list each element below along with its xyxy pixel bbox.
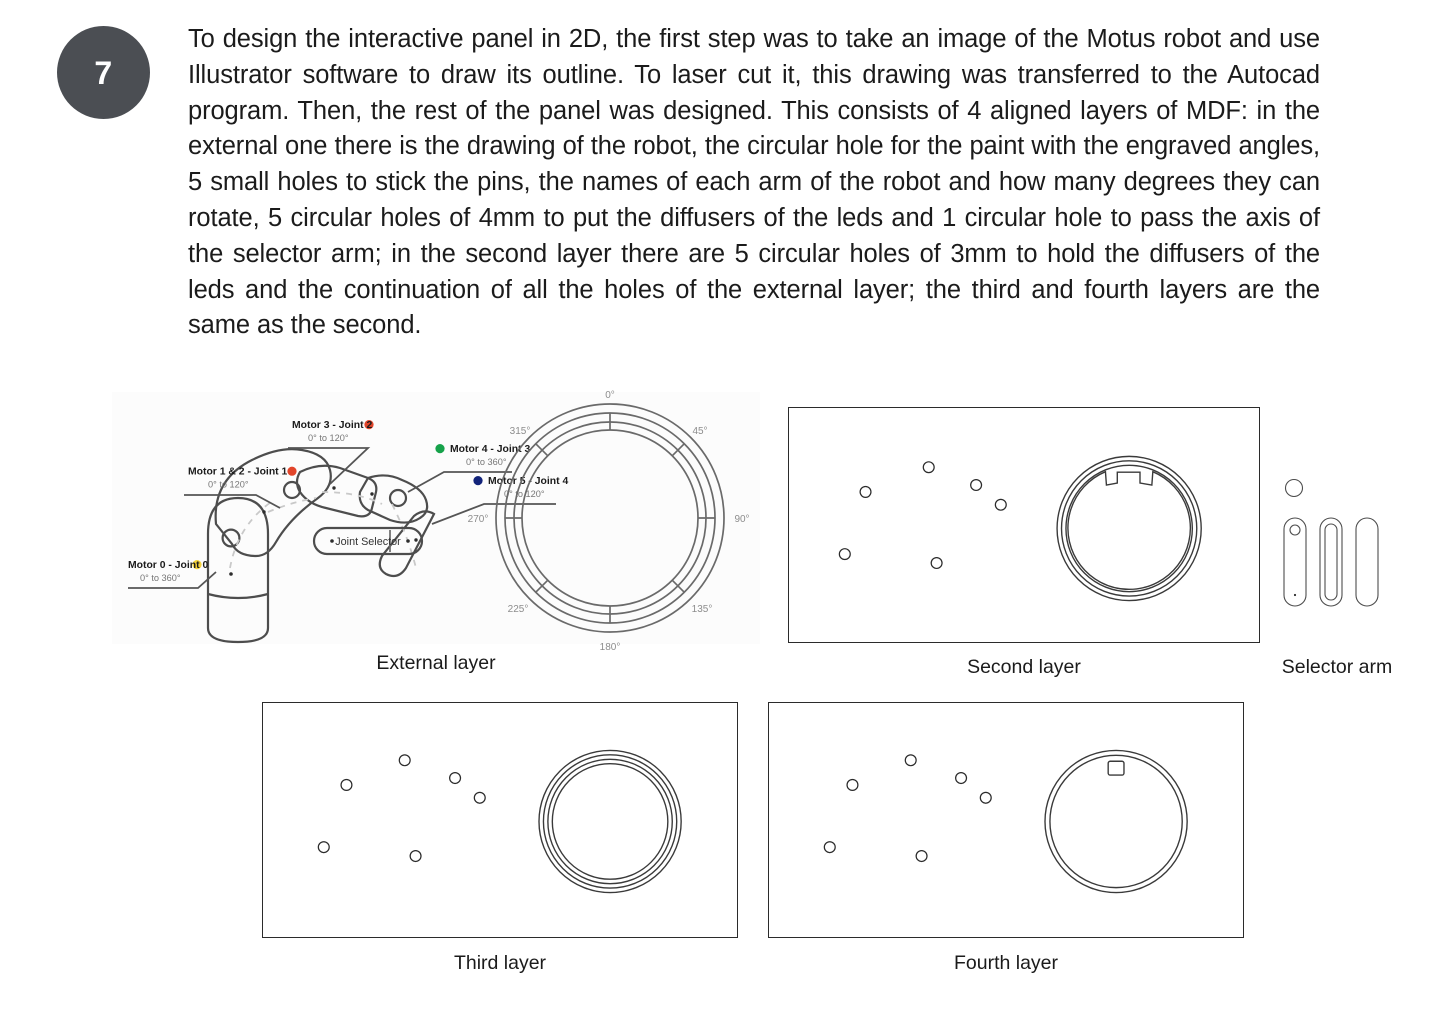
motor-label-4-name: Motor 5 - Joint 4 [488, 476, 569, 487]
external-layer-drawing [112, 390, 760, 653]
led-hole [971, 480, 982, 491]
paint-ring-with-square [1045, 750, 1187, 892]
motor-label-0-range: 0° to 360° [140, 573, 181, 583]
selector-arm-piece-1 [1284, 518, 1306, 606]
led-hole [905, 755, 916, 766]
led-hole [839, 549, 850, 560]
selector-arm-panel [1272, 466, 1402, 626]
joint-selector-label: Joint Selector [335, 536, 401, 548]
dial-tick-180: 180° [599, 642, 621, 653]
angle-dial [468, 390, 750, 653]
led-hole [474, 792, 485, 803]
second-layer-drawing [789, 408, 1258, 641]
led-hole [410, 851, 421, 862]
joint-selector-widget [314, 528, 422, 554]
motor-label-0 [128, 560, 216, 588]
dial-tick-90: 90° [734, 514, 750, 525]
selector-axis-hole [1286, 480, 1303, 497]
fourth-layer-drawing [769, 703, 1242, 936]
motor-label-4 [432, 476, 568, 524]
led-hole [450, 773, 461, 784]
led-hole [931, 558, 942, 569]
selector-arm-piece-2 [1320, 518, 1342, 606]
motor-label-2-range: 0° to 120° [308, 433, 349, 443]
paint-ring [539, 750, 681, 892]
dial-tick-315: 315° [509, 426, 531, 437]
led-hole [341, 780, 352, 791]
axis-square-hole [1108, 761, 1124, 775]
third-layer-drawing [263, 703, 736, 936]
selector-arm-drawing [1272, 466, 1402, 626]
motor-label-2-name: Motor 3 - Joint 2 [292, 420, 373, 431]
paint-ring-with-notch [1057, 456, 1201, 600]
caption-external-layer: External layer [376, 652, 496, 674]
led-hole [860, 486, 871, 497]
second-layer-panel [788, 407, 1260, 643]
motor-label-0-name: Motor 0 - Joint 0 [128, 560, 209, 571]
led-hole [956, 773, 967, 784]
motor-label-1 [184, 467, 297, 508]
caption-fourth-layer: Fourth layer [953, 952, 1059, 974]
dial-tick-225: 225° [507, 604, 529, 615]
led-hole [847, 780, 858, 791]
dial-tick-0: 0° [605, 390, 615, 401]
description-paragraph: To design the interactive panel in 2D, the first step was to take an image of the Motus robot and use Illustrator software to draw its outline. To laser cut it, this drawing was transferred to the Autocad program. Then, the rest of the panel was designed. This consists of 4 aligned layers of MDF: in the external one there is the drawing of the robot, the circular hole for the paint with the engraved angles, 5 small holes to stick the pins, the names of each arm of the robot and how many degrees they can rotate, 5 circular holes of 4mm to put the diffusers of the leds and 1 circular hole to pass the axis of the selector arm; in the second layer there are 5 circular holes of 3mm to hold the diffusers of the leds and the continuation of all the holes of the external layer; the third and fourth layers are the same as the second. [188, 25, 1320, 340]
led-hole [824, 842, 835, 853]
external-layer-panel [112, 390, 760, 653]
motor-label-4-range: 0° to 120° [504, 489, 545, 499]
led-hole [995, 499, 1006, 510]
step-number-text: 7 [94, 54, 113, 91]
dial-tick-45: 45° [692, 426, 708, 437]
caption-second-layer: Second layer [967, 656, 1081, 678]
dial-tick-135: 135° [691, 604, 713, 615]
motor-label-1-name: Motor 1 & 2 - Joint 1 [188, 466, 288, 478]
dial-tick-270: 270° [467, 514, 489, 525]
fourth-layer-panel [768, 702, 1244, 938]
led-hole [399, 755, 410, 766]
motor-label-3-name: Motor 4 - Joint 3 [450, 444, 531, 455]
third-layer-panel [262, 702, 738, 938]
motor-label-1-range: 0° to 120° [208, 479, 249, 490]
selector-arm-piece-3 [1356, 518, 1378, 606]
caption-selector-arm: Selector arm [1281, 656, 1393, 678]
led-hole [923, 462, 934, 473]
led-hole [318, 842, 329, 853]
caption-third-layer: Third layer [453, 952, 547, 974]
led-hole [980, 792, 991, 803]
motor-label-3-range: 0° to 360° [466, 457, 507, 467]
led-hole [916, 851, 927, 862]
